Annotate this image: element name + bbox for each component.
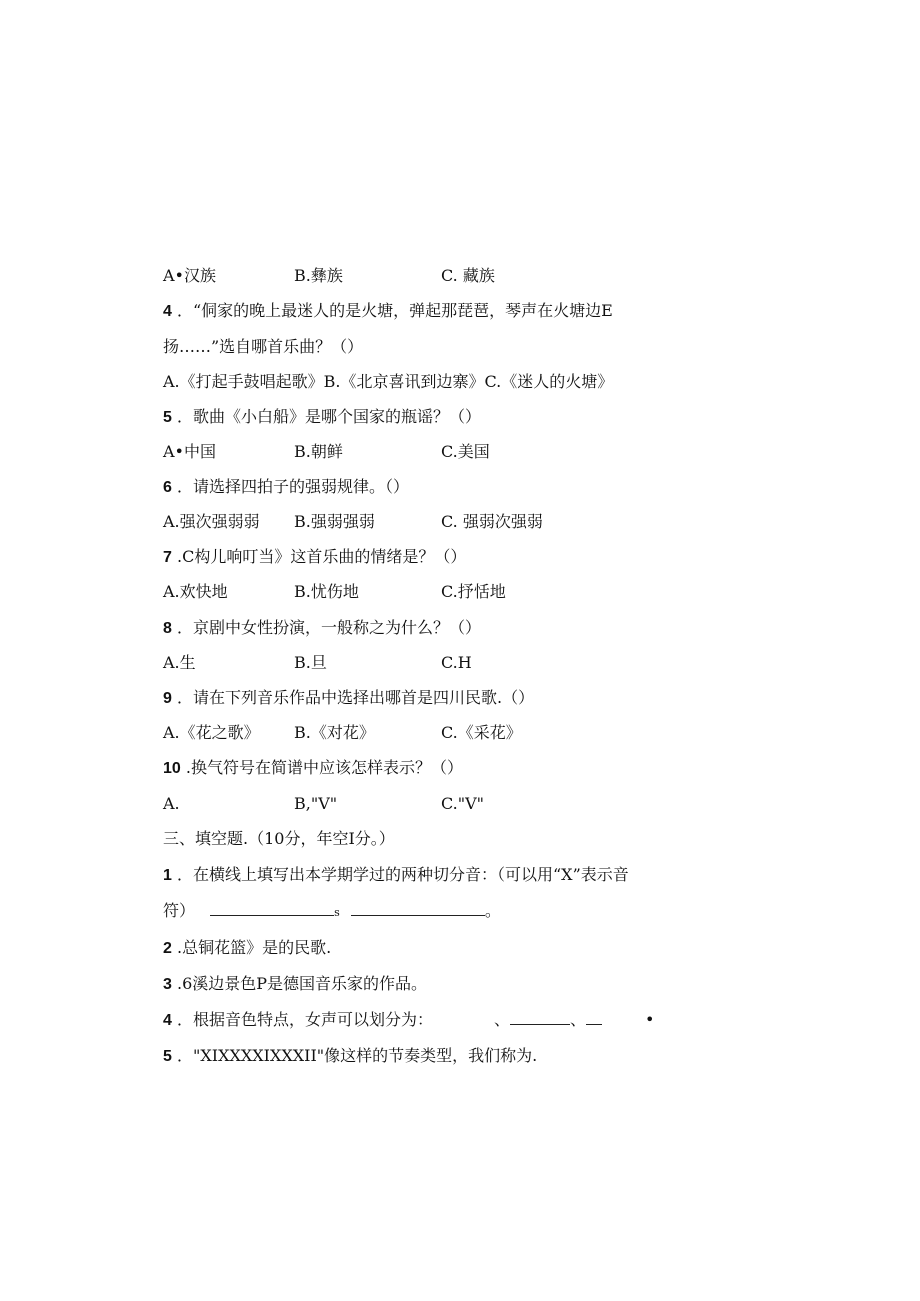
question-text: ．歌曲《小白船》是哪个国家的瓶谣？（） xyxy=(177,407,482,426)
question-number: 8 xyxy=(163,620,172,637)
question-text: ．请选择四拍子的强弱规律。（） xyxy=(177,477,410,496)
option-c: C.《采花》 xyxy=(441,723,522,742)
question-text: .6溪边景色P是德国音乐家的作品。 xyxy=(177,974,428,993)
line-end: 。 xyxy=(484,901,501,920)
question-7 xyxy=(163,547,466,568)
question-number: 7 xyxy=(163,549,172,566)
option-c: C. 强弱次强弱 xyxy=(441,512,543,531)
answer-blank-group xyxy=(494,1010,602,1030)
option-b: B.忧伤地 xyxy=(294,582,359,601)
option-b: B.《对花》 xyxy=(294,723,375,742)
question-text: .换气符号在简谱中应该怎样表示？（） xyxy=(185,758,463,777)
blank-separator: 、 xyxy=(494,1010,511,1029)
question-text: ．京剧中女性扮演，一般称之为什么？（） xyxy=(177,618,482,637)
line-end: • xyxy=(645,1010,655,1029)
option-b: B.朝鲜 xyxy=(294,442,343,461)
fill-question-5 xyxy=(163,1046,537,1067)
question-6 xyxy=(163,477,409,498)
fill-question-2 xyxy=(163,938,331,959)
answer-blank[interactable] xyxy=(351,901,485,916)
option-a: A•汉族 xyxy=(163,266,216,285)
question-text: .总铜花篮》是的民歌. xyxy=(177,938,332,957)
question-9 xyxy=(163,688,534,709)
question-number: 5 xyxy=(163,1048,172,1065)
fill-question-4 xyxy=(163,1010,433,1031)
question-text: .C构儿响叮当》这首乐曲的情绪是？（） xyxy=(177,547,467,566)
question-text: ．请在下列音乐作品中选择出哪首是四川民歌.（） xyxy=(177,688,535,707)
option-c: C.美国 xyxy=(441,442,490,461)
option-c: C.抒恬地 xyxy=(441,582,506,601)
option-c: C."V" xyxy=(441,794,485,813)
section-title: 三、填空题.（10分，年空I分。） xyxy=(163,829,395,848)
question-number: 2 xyxy=(163,940,172,957)
fill-question-1 xyxy=(163,865,629,886)
question-text: ．“侗家的晚上最迷人的是火塘，弹起那琵琶，琴声在火塘边E xyxy=(177,301,613,320)
option-a: A.《花之歌》 xyxy=(163,723,260,742)
question-number: 4 xyxy=(163,303,172,320)
option-a: A.生 xyxy=(163,653,196,672)
question-4-continued: 扬……”选自哪首乐曲？（） xyxy=(163,337,364,356)
question-number: 4 xyxy=(163,1012,172,1029)
question-10 xyxy=(163,758,463,779)
question-text: 符） xyxy=(163,901,196,920)
answer-blank[interactable] xyxy=(210,901,334,916)
fill-question-3 xyxy=(163,974,427,995)
option-b: B.彝族 xyxy=(294,266,343,285)
option-c: C. 藏族 xyxy=(441,266,495,285)
question-4-options: A.《打起手鼓唱起歌》B.《北京喜讯到边寨》C.《迷人的火塘》 xyxy=(163,372,614,391)
option-c: C.H xyxy=(441,653,472,672)
question-number: 9 xyxy=(163,690,172,707)
blank-separator: s xyxy=(334,906,340,919)
question-text: ．根据音色特点，女声可以划分为： xyxy=(177,1010,434,1029)
question-text: ．在横线上填写出本学期学过的两种切分音：（可以用“X”表示音 xyxy=(177,865,629,884)
question-5 xyxy=(163,407,481,428)
option-b: B,"V" xyxy=(294,794,338,813)
option-a: A.强次强弱弱 xyxy=(163,512,260,531)
question-number: 1 xyxy=(163,867,172,884)
question-8 xyxy=(163,618,481,639)
option-a: A. xyxy=(163,794,180,813)
option-a: A•中国 xyxy=(163,442,216,461)
question-number: 10 xyxy=(163,760,181,777)
answer-blank[interactable] xyxy=(510,1010,570,1025)
question-4 xyxy=(163,301,613,322)
question-number: 5 xyxy=(163,409,172,426)
question-text: ．"XIXXXXIXXXII"像这样的节奏类型，我们称为. xyxy=(177,1046,538,1065)
question-number: 6 xyxy=(163,479,172,496)
question-number: 3 xyxy=(163,976,172,993)
option-b: B.旦 xyxy=(294,653,327,672)
fill-question-1-continued xyxy=(163,901,501,923)
answer-blank[interactable] xyxy=(586,1010,602,1025)
option-b: B.强弱强弱 xyxy=(294,512,375,531)
blank-separator: 、 xyxy=(570,1010,587,1029)
option-a: A.欢快地 xyxy=(163,582,228,601)
